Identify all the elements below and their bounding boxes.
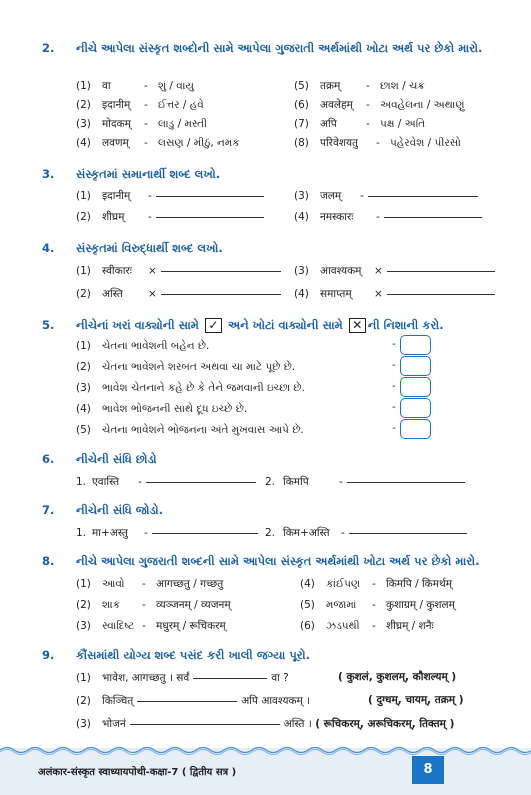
item-number: (3)	[76, 382, 91, 394]
q7-title: નીચેની સંધિ જોડો.	[76, 503, 164, 517]
footer-book-title: अलंकार-संस्कृत स्वाध्यायपोथी-कक्षा-7 ( द्वितीय सत्र )	[38, 767, 237, 778]
item-text: ભાવેશ ભોજનની સાથે દૂધ ઇચ્છે છે.	[102, 403, 248, 415]
dash: -	[392, 360, 396, 371]
item-word: नमस्कारः	[320, 211, 354, 223]
q5-item-4	[76, 403, 247, 416]
item-prefix: किञ्चित्	[102, 695, 134, 707]
q5-item-2	[76, 361, 295, 374]
item-number: (4)	[294, 211, 309, 223]
q4-item-1	[76, 264, 281, 278]
q6-item-2	[265, 475, 465, 489]
item-number: (4)	[294, 288, 309, 300]
answer-checkbox-5[interactable]	[400, 419, 431, 439]
item-word: स्वीकारः	[102, 265, 132, 277]
q8-title: નીચે આપેલા ગુજરાતી શબ્દની સામે આપેલા સંસ્કૃત અર્થમાંથી ખોટા અર્થ પર છેકો મારો.	[76, 554, 480, 568]
page-number: 8	[412, 756, 444, 784]
item-word: शीघ्रम्	[102, 211, 125, 223]
item-suffix: अस्ति ।	[283, 718, 316, 730]
item-number: (6)	[294, 99, 309, 111]
item-word: वा	[102, 80, 111, 92]
q2-item-8	[294, 136, 461, 150]
item-text: ચેતના ભાવેશની બહેન છે.	[102, 340, 210, 352]
item-word: तक्रम्	[320, 80, 341, 92]
answer-blank[interactable]	[347, 481, 465, 483]
q4-item-4	[294, 287, 495, 301]
answer-checkbox-4[interactable]	[400, 398, 431, 418]
item-word: लवणम्	[102, 137, 129, 149]
q7-item-1	[76, 526, 258, 540]
answer-blank[interactable]	[193, 677, 267, 679]
item-meaning: व्यञ्जनम् / व्यजनम्	[156, 599, 231, 611]
q5-title	[76, 317, 516, 334]
answer-blank[interactable]	[156, 216, 264, 218]
item-word: मोदकम्	[102, 118, 131, 130]
q7-number: 7.	[42, 503, 55, 517]
q5-title-part-b: અને ખોટાં વાક્યોની સામે	[227, 318, 343, 332]
item-word: आवश्यकम्	[320, 265, 362, 277]
q2-item-4	[76, 136, 240, 150]
q2-item-3	[76, 117, 207, 131]
item-number: (5)	[294, 80, 309, 92]
q2-item-2	[76, 98, 204, 112]
dash: -	[392, 339, 396, 350]
q9-options-1: ( कुशलं, कुशलम्, कौशल्यम् )	[338, 671, 457, 683]
item-number: (2)	[76, 361, 91, 373]
item-number: 2.	[265, 476, 276, 488]
item-meaning: आगच्छतु / गच्छतु	[156, 578, 224, 590]
q5-title-part-c: ની નિશાની કરો.	[367, 318, 444, 332]
item-number: 2.	[265, 527, 276, 539]
item-number: (1)	[76, 190, 91, 202]
item-number: (5)	[76, 424, 91, 436]
item-meaning: किमपि / किमर्थम्	[386, 578, 453, 590]
q5-title-part-a: નીચેનાં ખરાં વાક્યોની સામે	[76, 318, 199, 332]
item-word: किमपि	[283, 476, 309, 488]
item-text: ભાવેશ ચેતનાને કહે છે કે તેને જમવાની ઇચ્છા છે.	[102, 382, 305, 394]
item-meaning: અવહેલના / અથાણું	[380, 99, 465, 111]
q2-item-7	[294, 117, 425, 131]
item-dash: -	[366, 118, 370, 130]
item-number: (8)	[294, 137, 309, 149]
q8-item-4	[300, 577, 452, 591]
item-dash: -	[148, 211, 152, 223]
item-number: (1)	[76, 340, 91, 352]
item-dash: -	[366, 99, 370, 111]
item-word: अवलेहम्	[320, 99, 353, 111]
q9-title: કૌંસમાંથી યોગ્ય શબ્દ પસંદ કરી ખાલી જગ્યા પૂરો.	[76, 648, 310, 662]
answer-blank[interactable]	[137, 700, 237, 702]
item-dash: -	[144, 99, 148, 111]
item-word: इदानीम्	[102, 190, 131, 202]
dash: -	[392, 381, 396, 392]
item-dash: -	[144, 80, 148, 92]
item-suffix: वा ?	[271, 672, 289, 684]
q6-title: નીચેની સંધિ છોડો	[76, 452, 157, 466]
item-number: (5)	[300, 599, 315, 611]
item-number: (2)	[76, 99, 91, 111]
q4-number: 4.	[42, 241, 55, 255]
q5-item-5	[76, 424, 304, 437]
item-word: अपि	[320, 118, 337, 130]
item-number: 1.	[76, 476, 87, 488]
item-meaning: ઈત્તર / હવે	[158, 99, 204, 111]
item-number: (3)	[294, 190, 309, 202]
item-dash: -	[144, 527, 148, 539]
item-dash: -	[138, 476, 142, 488]
cross-mark: ×	[374, 288, 383, 300]
item-number: (6)	[300, 620, 315, 632]
answer-blank[interactable]	[161, 270, 281, 272]
item-dash: -	[372, 599, 376, 611]
answer-blank[interactable]	[368, 195, 478, 197]
q2-number: 2.	[42, 41, 55, 55]
item-meaning: લાડુ / મસ્તી	[158, 118, 208, 130]
footer-wave-decoration	[0, 745, 531, 755]
item-word: एवास्ति	[92, 476, 120, 488]
q4-item-2	[76, 287, 281, 301]
item-word: परिवेशयतु	[320, 137, 359, 149]
item-dash: -	[372, 578, 376, 590]
item-word: સ્વાદિષ્ટ	[102, 620, 135, 632]
q3-item-3	[294, 189, 478, 203]
q2-item-1	[76, 79, 194, 93]
item-dash: -	[144, 118, 148, 130]
item-prefix: भावेश, आगच्छतु । सर्वं	[102, 672, 190, 684]
q2-title: નીચે આપેલા સંસ્કૃત શબ્દોની સામે આપેલા ગુજરાતી અર્થમાંથી ખોટા અર્થ પર છેકો મારો.	[76, 41, 483, 55]
item-number: (1)	[76, 80, 91, 92]
q4-title: સંસ્કૃતમાં વિરુદ્ધાર્થી શબ્દ લખો.	[76, 241, 223, 255]
answer-checkbox-3[interactable]	[400, 377, 431, 397]
q8-item-3	[76, 619, 226, 633]
answer-blank[interactable]	[349, 532, 467, 534]
q9-options-2: ( दुग्धम्, चायम्, तक्रम् )	[368, 694, 464, 706]
item-meaning: પહેરવેશ / પીરસો	[390, 137, 461, 149]
q8-item-5	[300, 598, 455, 612]
q5-item-1	[76, 340, 209, 353]
answer-blank[interactable]	[161, 293, 281, 295]
item-meaning: मधुरम् / रूचिकरम्	[156, 620, 226, 632]
q3-item-4	[294, 210, 482, 224]
item-number: (1)	[76, 578, 91, 590]
item-number: (1)	[76, 265, 91, 277]
answer-blank[interactable]	[130, 723, 280, 725]
q9-number: 9.	[42, 648, 55, 662]
item-number: (2)	[76, 288, 91, 300]
item-number: (4)	[76, 403, 91, 415]
q3-item-2	[76, 210, 264, 224]
item-dash: -	[366, 80, 370, 92]
q6-number: 6.	[42, 452, 55, 466]
item-word: किम+अस्ति	[283, 527, 330, 539]
item-word: ઝડપથી	[326, 620, 360, 632]
q5-item-3	[76, 382, 305, 395]
answer-blank[interactable]	[152, 532, 258, 534]
q4-item-3	[294, 264, 495, 278]
item-suffix: अपि आवश्यकम् ।	[241, 695, 311, 707]
cross-mark: ×	[148, 265, 157, 277]
q9-item-2	[76, 694, 310, 708]
item-dash: -	[376, 137, 380, 149]
q2-item-6	[294, 98, 465, 112]
item-number: (1)	[76, 672, 91, 684]
cross-mark: ×	[374, 265, 383, 277]
q3-title: સંસ્કૃતમાં સમાનાર્થી શબ્દ લખો.	[76, 167, 221, 181]
q2-item-5	[294, 79, 425, 93]
answer-checkbox-1[interactable]	[400, 335, 431, 355]
item-word: जलम्	[320, 190, 342, 202]
item-word: इदानीम्	[102, 99, 131, 111]
q3-item-1	[76, 189, 264, 203]
item-word: કાંઈપણ	[326, 578, 361, 590]
item-dash: -	[339, 476, 343, 488]
cross-mark: ×	[148, 288, 157, 300]
item-meaning: शीघ्रम् / शनैः	[386, 620, 434, 632]
item-dash: -	[372, 620, 376, 632]
item-text: ચેતના ભાવેશને શરબત અથવા ચા માટે પૂછે છે.	[102, 361, 296, 373]
item-meaning: લસણ / મીઠું, નમક	[158, 137, 240, 149]
q8-number: 8.	[42, 554, 55, 568]
q6-item-1	[76, 475, 256, 489]
item-number: (3)	[294, 265, 309, 277]
item-meaning: कुशाग्रम् / कुशलम्	[386, 599, 455, 611]
item-prefix: भोजनं	[102, 718, 126, 730]
item-dash: -	[142, 620, 146, 632]
item-number: (4)	[300, 578, 315, 590]
item-meaning: પક્ષ / અતિ	[380, 118, 426, 130]
item-number: (3)	[76, 718, 91, 730]
item-word: શાક	[102, 599, 121, 611]
answer-blank[interactable]	[384, 216, 482, 218]
dash: -	[392, 402, 396, 413]
item-meaning: શું / વાયુ	[158, 80, 195, 92]
dash: -	[392, 423, 396, 434]
q3-number: 3.	[42, 167, 55, 181]
item-dash: -	[142, 578, 146, 590]
item-number: (4)	[76, 137, 91, 149]
item-dash: -	[144, 137, 148, 149]
answer-blank[interactable]	[387, 270, 495, 272]
answer-blank[interactable]	[146, 481, 256, 483]
item-text: ચેતના ભાવેશને ભોજનના અંતે મુખવાસ આપે છે.	[102, 424, 304, 436]
q9-item-1	[76, 671, 289, 685]
item-number: (3)	[76, 118, 91, 130]
q8-item-6	[300, 619, 434, 633]
item-dash: -	[376, 211, 380, 223]
item-word: अस्ति	[102, 288, 123, 300]
q9-item-3	[76, 717, 454, 731]
item-word: મજામાં	[326, 599, 357, 611]
q8-item-2	[76, 598, 231, 612]
item-number: (2)	[76, 211, 91, 223]
item-number: (3)	[76, 620, 91, 632]
item-number: (7)	[294, 118, 309, 130]
item-number: (2)	[76, 599, 91, 611]
answer-blank[interactable]	[156, 195, 264, 197]
item-number: 1.	[76, 527, 87, 539]
tick-icon: ✓	[205, 318, 222, 333]
cross-icon: ✕	[349, 318, 366, 333]
q5-number: 5.	[42, 318, 55, 332]
answer-checkbox-2[interactable]	[400, 356, 431, 376]
item-word: मा+अस्तु	[92, 527, 128, 539]
answer-blank[interactable]	[387, 293, 495, 295]
item-word: આવો	[102, 578, 125, 590]
item-dash: -	[360, 190, 364, 202]
item-dash: -	[341, 527, 345, 539]
q8-item-1	[76, 577, 223, 591]
item-number: (2)	[76, 695, 91, 707]
q7-item-2	[265, 526, 467, 540]
item-meaning: છાશ / ચક્ર	[380, 80, 425, 92]
q9-options-3: ( रूचिकरम्, अरूचिकरम्, तिक्तम् )	[315, 718, 455, 730]
item-dash: -	[142, 599, 146, 611]
item-word: समाप्तम्	[320, 288, 352, 300]
item-dash: -	[148, 190, 152, 202]
